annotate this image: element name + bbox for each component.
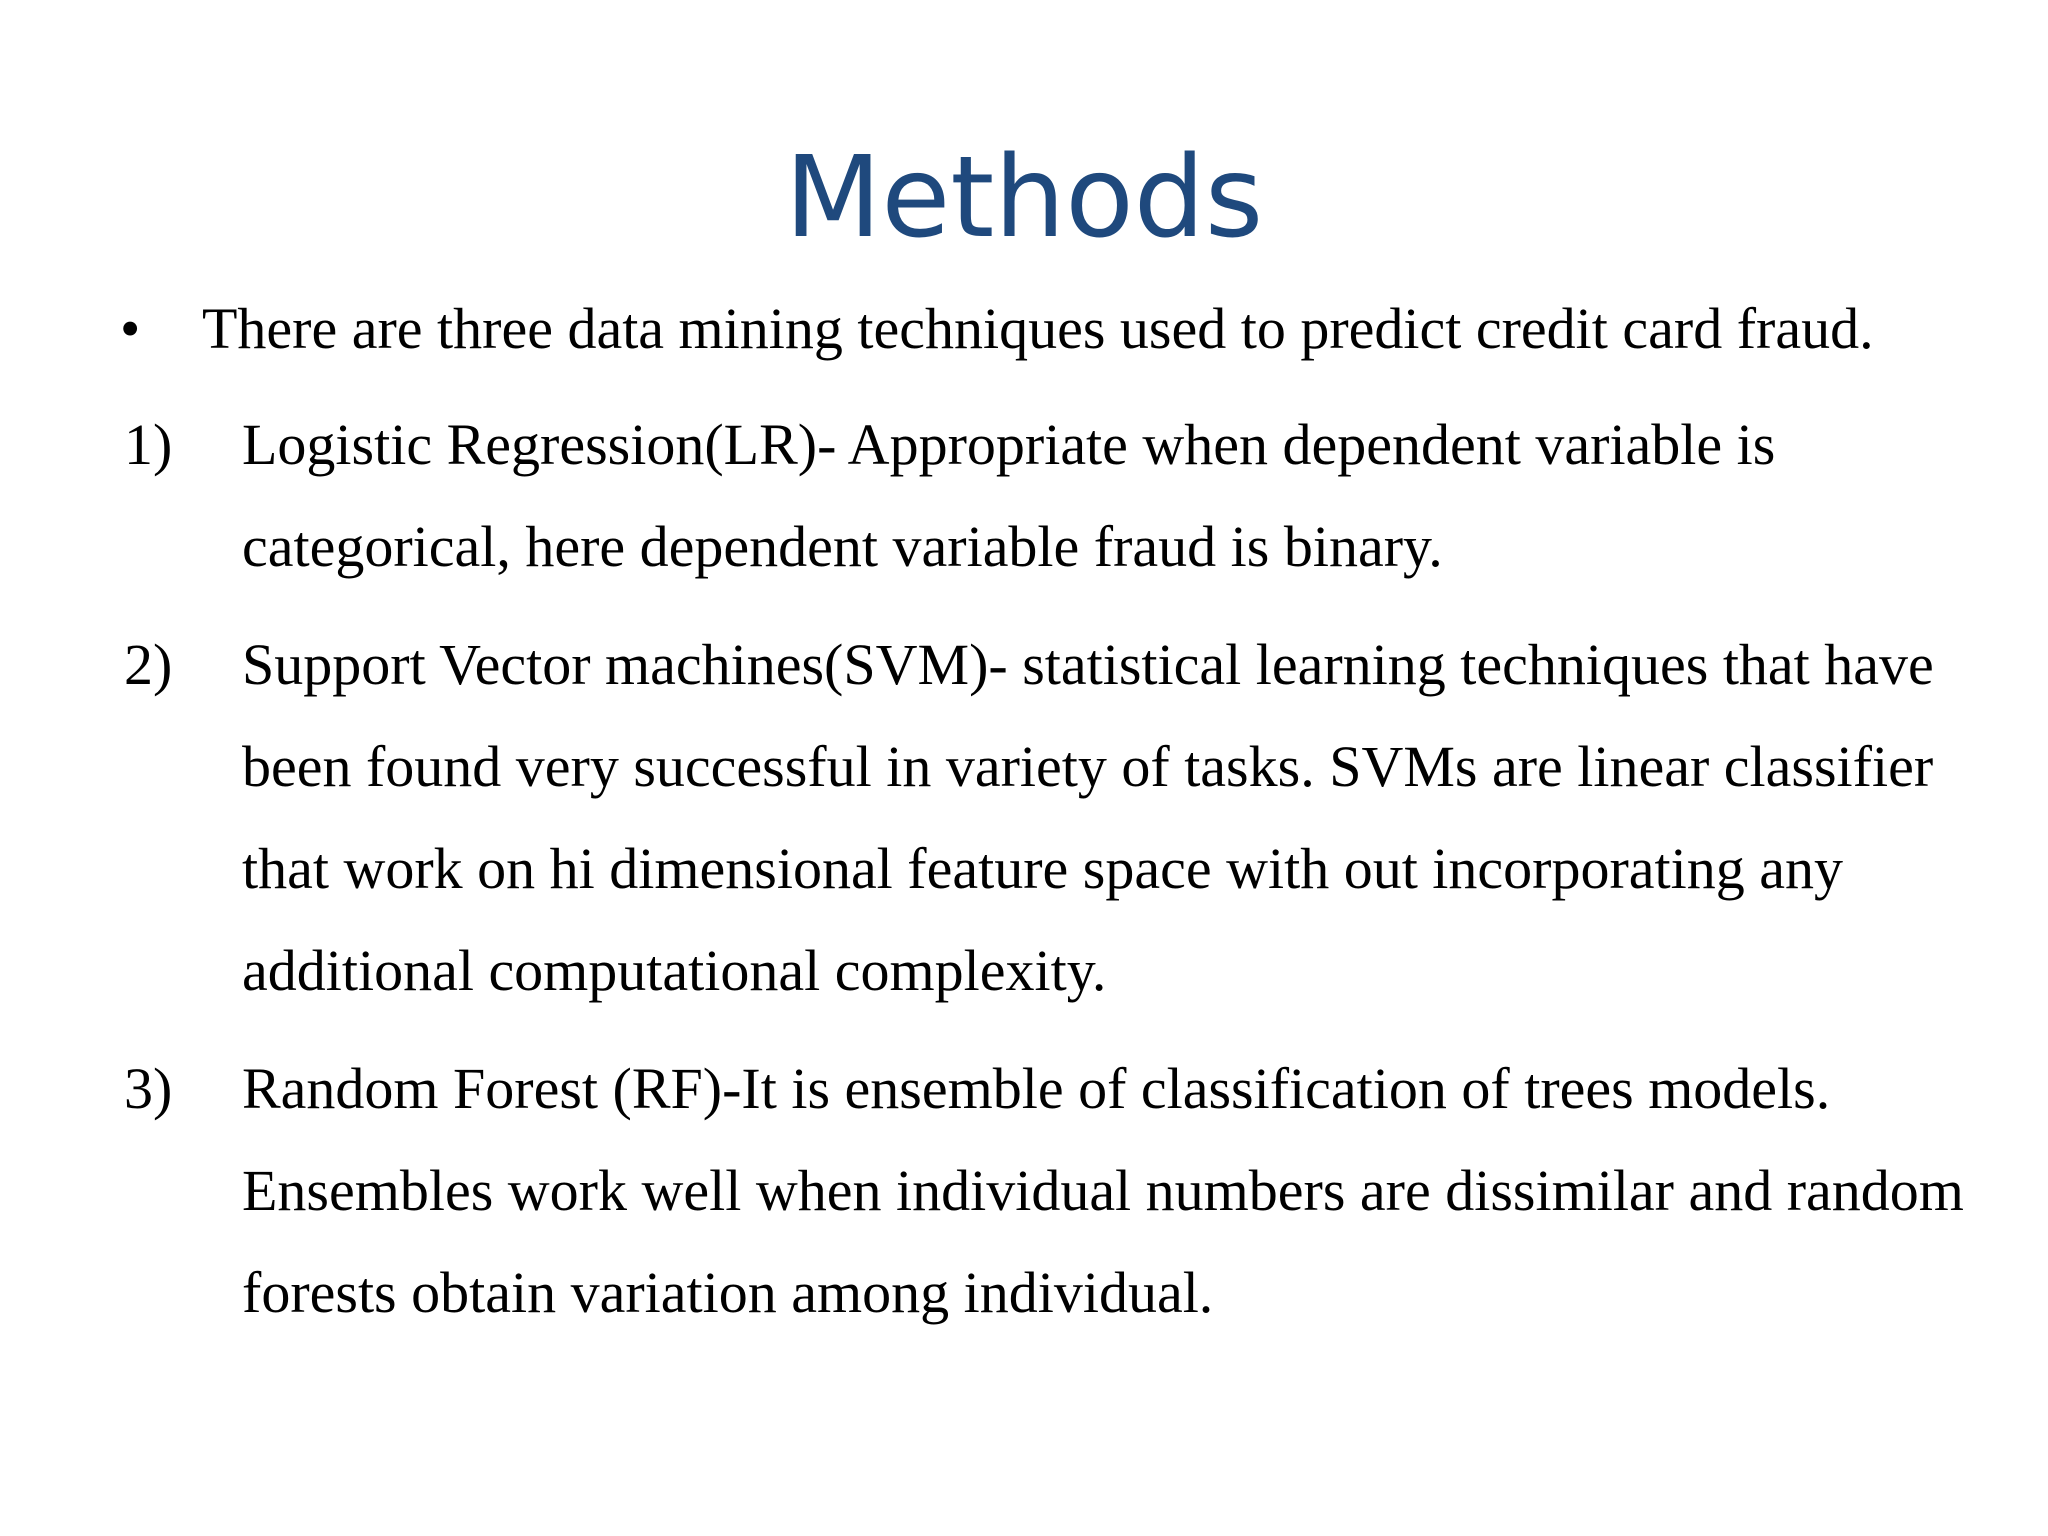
list-item-text: [242, 1038, 1964, 1344]
list-item-line: that work on hi dimensional feature space with out incorporating any: [242, 836, 1844, 901]
list-item-line: categorical, here dependent variable fraud is binary.: [242, 514, 1443, 579]
list-item-number: 3): [124, 1056, 173, 1121]
intro-text: There are three data mining techniques used to predict credit card fraud.: [202, 296, 1874, 361]
list-item-text: [242, 394, 1775, 598]
list-item-line: Support Vector machines(SVM)- statistical learning techniques that have: [242, 632, 1934, 697]
list-item-line: Random Forest (RF)-It is ensemble of classification of trees models.: [242, 1056, 1831, 1121]
list-item-text: [242, 614, 1934, 1022]
list-item-line: Logistic Regression(LR)- Appropriate when dependent variable is: [242, 412, 1776, 477]
list-item-line: been found very successful in variety of tasks. SVMs are linear classifier: [242, 734, 1934, 799]
list-item-line: Ensembles work well when individual numbers are dissimilar and random: [242, 1158, 1964, 1223]
list-item-line: forests obtain variation among individual.: [242, 1260, 1214, 1325]
list-item-number: 2): [124, 632, 173, 697]
slide-title: Methods: [784, 133, 1264, 263]
intro-bullet: •: [120, 296, 141, 361]
list-item-number: 1): [124, 412, 173, 477]
list-item-line: additional computational complexity.: [242, 938, 1107, 1003]
